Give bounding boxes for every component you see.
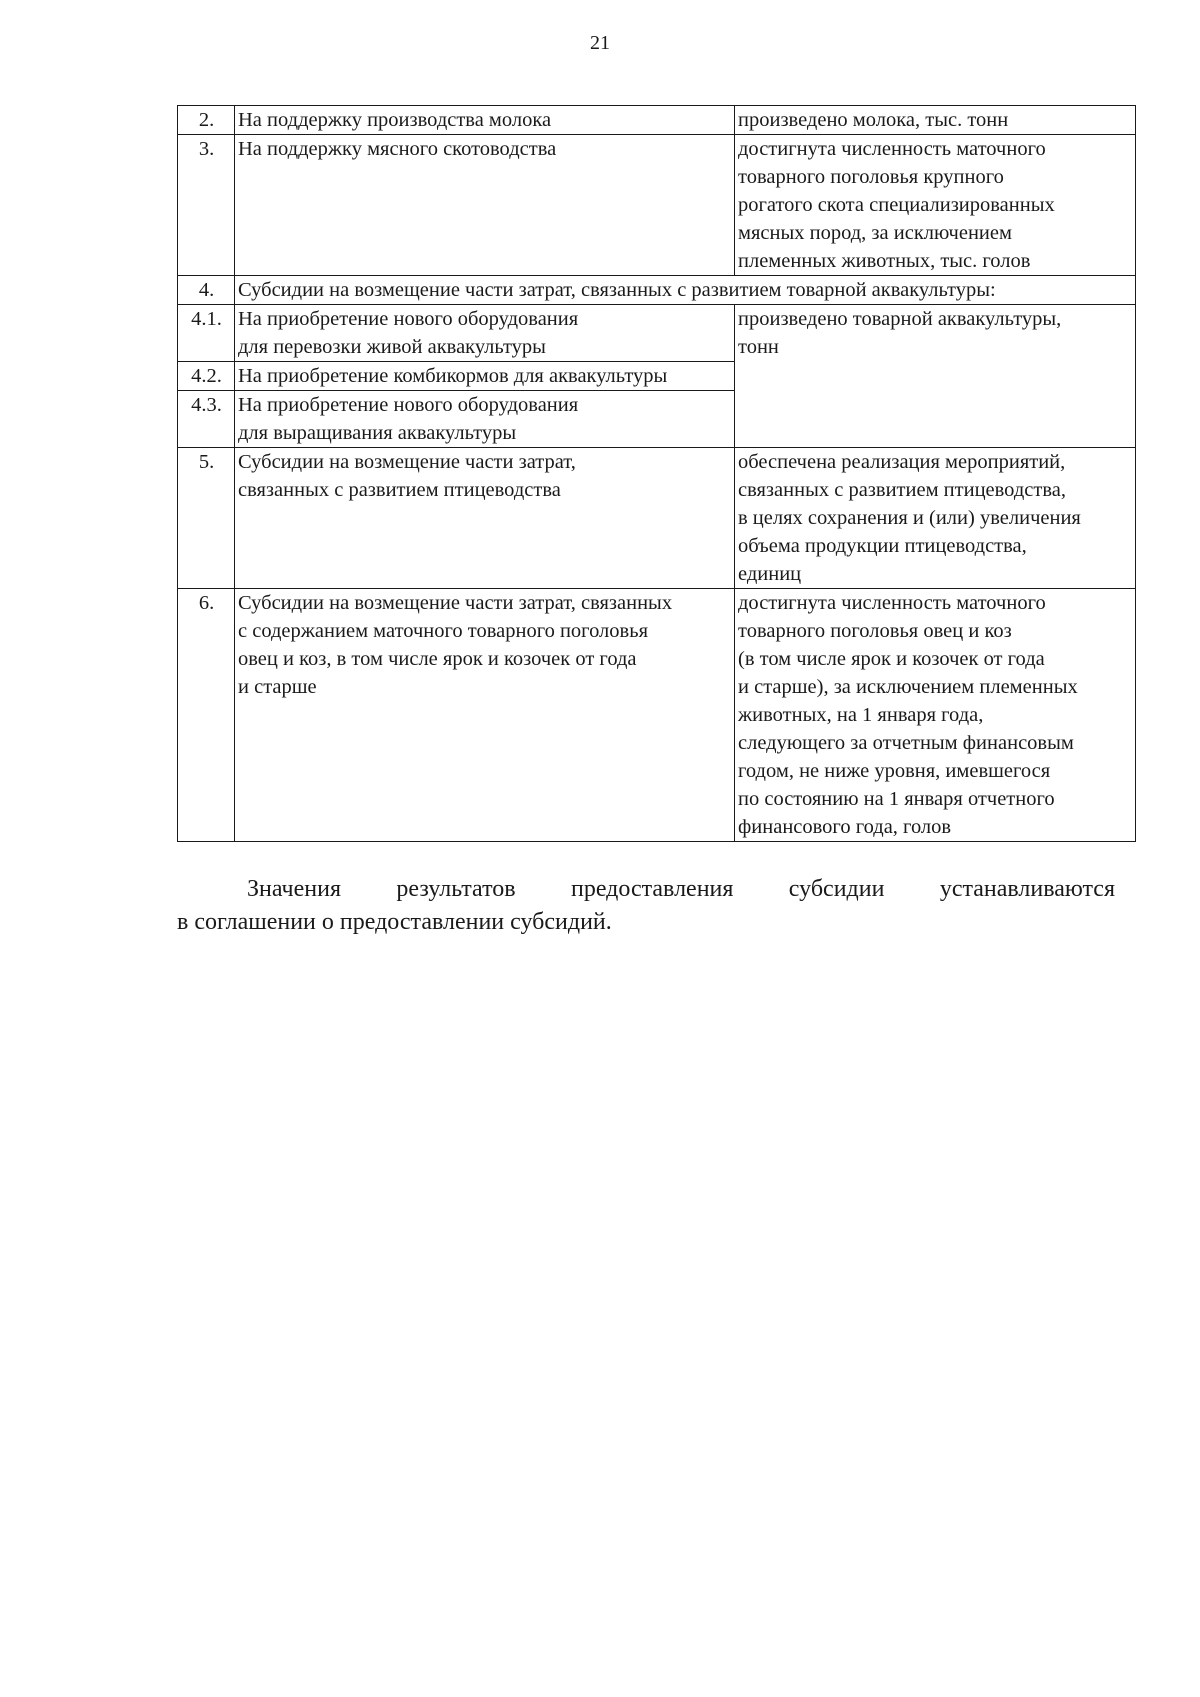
table-row <box>178 448 1136 589</box>
closing-paragraph <box>177 873 1115 939</box>
result-description: достигнута численность маточного товарного поголовья крупного рогатого скота специализированных мясных пород, за исключением племенных животных, тыс. голов <box>735 135 1136 276</box>
subsidy-name: На поддержку производства молока <box>235 106 735 135</box>
closing-line-1: Значения результатов предоставления субсидии устанавливаются <box>247 876 1115 902</box>
table-row <box>178 276 1136 305</box>
row-number: 6. <box>178 589 235 842</box>
table-row <box>178 106 1136 135</box>
table-row <box>178 305 1136 362</box>
table-row <box>178 135 1136 276</box>
results-table <box>177 105 1136 842</box>
row-number: 2. <box>178 106 235 135</box>
subsidy-name: На приобретение нового оборудования для перевозки живой аквакультуры <box>235 305 735 362</box>
row-number: 4.3. <box>178 391 235 448</box>
result-description: произведено товарной аквакультуры, тонн <box>735 305 1136 448</box>
result-description: достигнута численность маточного товарного поголовья овец и коз (в том числе ярок и козочек от года и старше), за исключением племенных животных, на 1 января года, следующего за отчетным финансовым годом, не ниже уровня, имевшегося по состоянию на 1 января отчетного финансового года, голов <box>735 589 1136 842</box>
row-number: 5. <box>178 448 235 589</box>
page-number: 21 <box>590 32 610 54</box>
result-description: обеспечена реализация мероприятий, связанных с развитием птицеводства, в целях сохранения и (или) увеличения объема продукции птицеводства, единиц <box>735 448 1136 589</box>
section-heading: Субсидии на возмещение части затрат, связанных с развитием товарной аквакультуры: <box>235 276 1136 305</box>
subsidy-name: На поддержку мясного скотоводства <box>235 135 735 276</box>
row-number: 3. <box>178 135 235 276</box>
subsidy-name: На приобретение нового оборудования для выращивания аквакультуры <box>235 391 735 448</box>
table-row <box>178 589 1136 842</box>
row-number: 4.2. <box>178 362 235 391</box>
subsidy-name: Субсидии на возмещение части затрат, связанных с развитием птицеводства <box>235 448 735 589</box>
result-description: произведено молока, тыс. тонн <box>735 106 1136 135</box>
subsidy-name: На приобретение комбикормов для аквакультуры <box>235 362 735 391</box>
closing-line-2: в соглашении о предоставлении субсидий. <box>177 909 612 935</box>
row-number: 4. <box>178 276 235 305</box>
row-number: 4.1. <box>178 305 235 362</box>
subsidy-name: Субсидии на возмещение части затрат, связанных с содержанием маточного товарного поголовья овец и коз, в том числе ярок и козочек от года и старше <box>235 589 735 842</box>
